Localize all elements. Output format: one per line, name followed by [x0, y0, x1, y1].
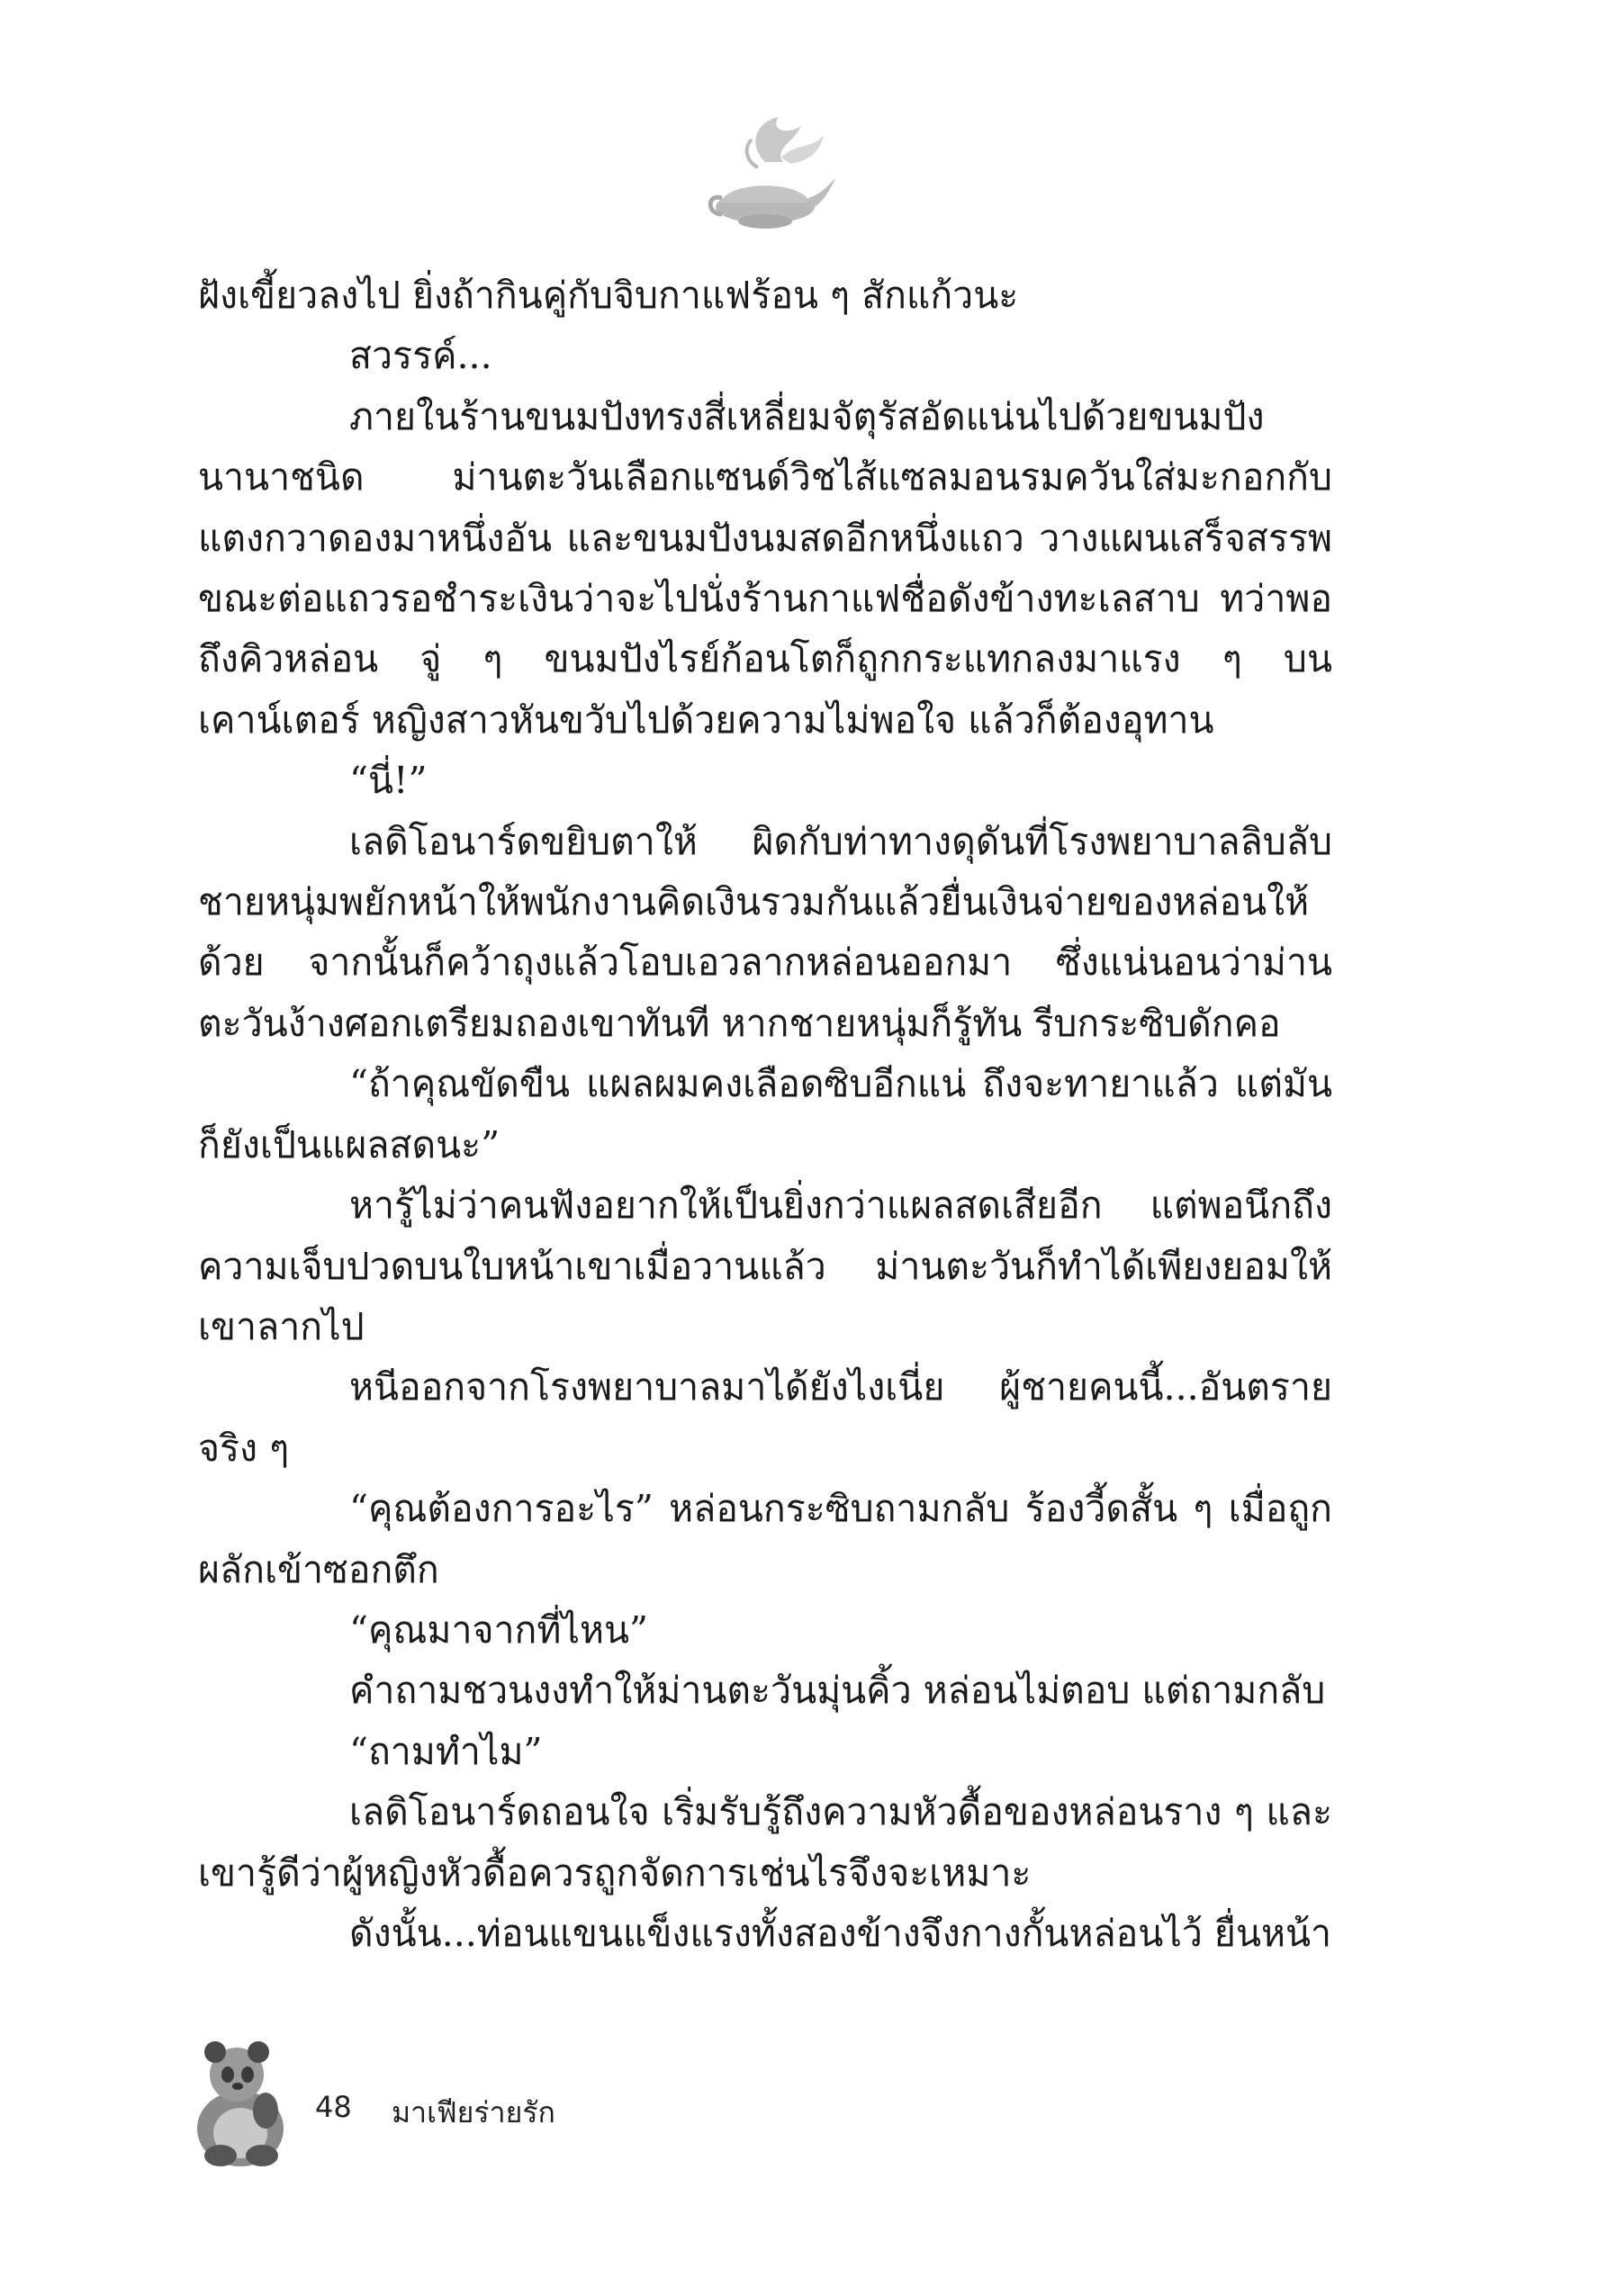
paragraph: “ถามทำไม” [349, 1729, 543, 1773]
book-title: มาเฟียร่ายรัก [392, 2095, 555, 2129]
paragraph: “คุณต้องการอะไร” หล่อนกระซิบถามกลับ ร้องวี้ดสั้น ๆ เมื่อถูกผลักเข้าซอกตึก [198, 1487, 1332, 1591]
page-footer [185, 2034, 635, 2187]
paragraph: หนีออกจากโรงพยาบาลมาได้ยังไงเนี่ย ผู้ชายคนนี้...อันตรายจริง ๆ [198, 1365, 1332, 1470]
paragraph: ภายในร้านขนมปังทรงสี่เหลี่ยมจัตุรัสอัดแน่นไปด้วยขนมปังนานาชนิด ม่านตะวันเลือกแซนด์วิชไส้แซลมอนรมควันใส่มะกอกกับแตงกวาดองมาหนึ่งอัน และขนมปังนมสดอีกหนึ่งแถว วางแผนเสร็จสรรพขณะต่อแถวรอชำระเงินว่าจะไปนั่งร้านกาแฟชื่อดังข้างทะเลสาบ ทว่าพอถึงคิวหล่อน จู่ ๆ ขนมปังไรย์ก้อนโตก็ถูกกระแทกลงมาแรง ๆ บนเคาน์เตอร์ หญิงสาวหันขวับไปด้วยความไม่พอใจ แล้วก็ต้องอุทาน [198, 394, 1332, 742]
page-number: 48 [315, 2090, 352, 2124]
paragraph: เลดิโอนาร์ดถอนใจ เริ่มรับรู้ถึงความหัวดื้อของหล่อนราง ๆ และเขารู้ดีว่าผู้หญิงหัวดื้อควรถูกจัดการเช่นไรจึงจะเหมาะ [198, 1790, 1332, 1895]
body-text [198, 266, 1332, 1964]
paragraph: “นี่!” [349, 759, 428, 803]
paragraph: หารู้ไม่ว่าคนฟังอยากให้เป็นยิ่งกว่าแผลสดเสียอีก แต่พอนึกถึงความเจ็บปวดบนใบหน้าเขาเมื่อวานแล้ว ม่านตะวันก็ทำได้เพียงยอมให้เขาลากไป [198, 1184, 1332, 1348]
paragraph: ดังนั้น...ท่อนแขนแข็งแรงทั้งสองข้างจึงกางกั้นหล่อนไว้ ยื่นหน้า [349, 1911, 1332, 1955]
paragraph: คำถามชวนงงทำให้ม่านตะวันมุ่นคิ้ว หล่อนไม่ตอบ แต่ถามกลับ [349, 1669, 1326, 1713]
paragraph: “ถ้าคุณขัดขืน แผลผมคงเลือดซิบอีกแน่ ถึงจะทายาแล้ว แต่มันก็ยังเป็นแผลสดนะ” [198, 1062, 1332, 1166]
paragraph: ฝังเขี้ยวลงไป ยิ่งถ้ากินคู่กับจิบกาแฟร้อน ๆ สักแก้วนะ [198, 274, 1019, 317]
paragraph: สวรรค์... [349, 334, 492, 378]
paragraph: “คุณมาจากที่ไหน” [349, 1607, 649, 1652]
panda-icon [185, 2034, 297, 2169]
paragraph: เลดิโอนาร์ดขยิบตาให้ ผิดกับท่าทางดุดันที่โรงพยาบาลลิบลับชายหนุ่มพยักหน้าให้พนักงานคิดเงินรวมกันแล้วยื่นเงินจ่ายของหล่อนให้ด้วย จากนั้นก็คว้าถุงแล้วโอบเอวลากหล่อนออกมา ซึ่งแน่นอนว่าม่านตะวันง้างศอกเตรียมถองเขาทันที หากชายหนุ่มก็รู้ทัน รีบกระซิบดักคอ [198, 819, 1332, 1045]
magic-lamp-icon [702, 108, 837, 234]
